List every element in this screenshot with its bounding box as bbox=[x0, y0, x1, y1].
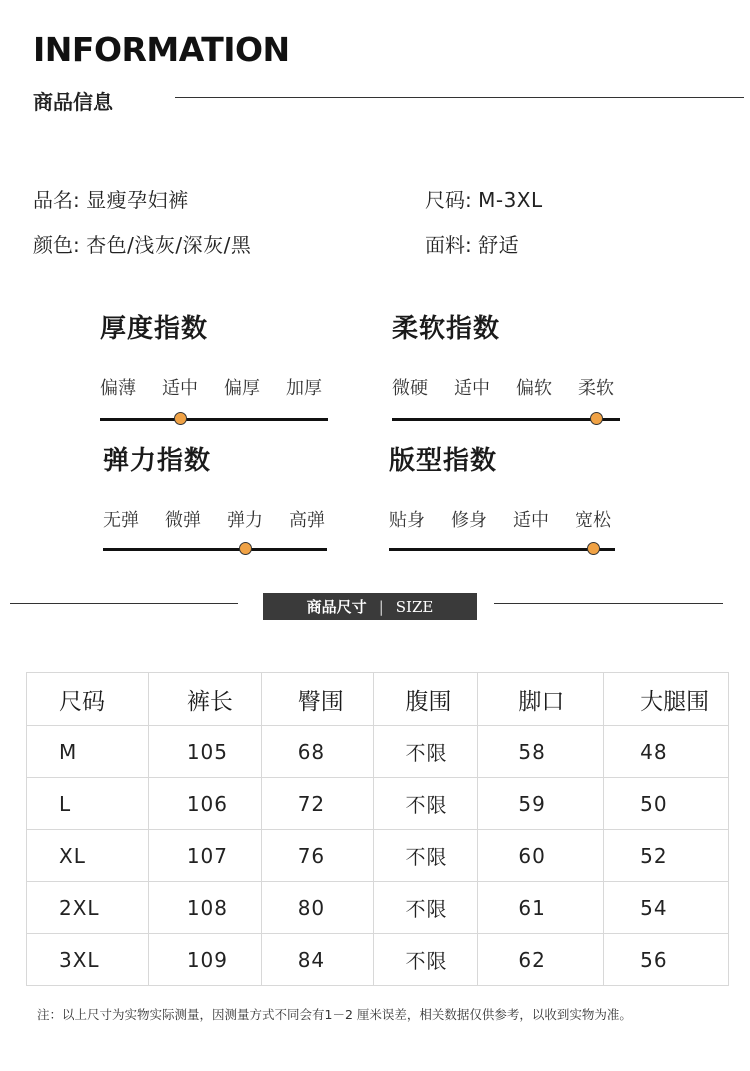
index-track bbox=[389, 548, 615, 551]
index-title: 柔软指数 bbox=[392, 314, 501, 344]
table-cell: 59 bbox=[478, 778, 604, 830]
table-cell: 48 bbox=[604, 726, 729, 778]
product-name-label: 品名: bbox=[33, 188, 80, 212]
banner-title-en: SIZE bbox=[395, 597, 434, 616]
product-fabric bbox=[425, 229, 519, 258]
level-label: 柔软 bbox=[578, 378, 614, 399]
index-indicator-dot bbox=[590, 412, 603, 425]
table-row bbox=[27, 882, 729, 934]
level-label: 高弹 bbox=[289, 510, 325, 531]
table-cell: 52 bbox=[604, 830, 729, 882]
table-row bbox=[27, 830, 729, 882]
index-indicator-dot bbox=[239, 542, 252, 555]
table-cell: 56 bbox=[604, 934, 729, 986]
table-row bbox=[27, 778, 729, 830]
product-size-label: 尺码: bbox=[425, 188, 472, 212]
table-cell: 106 bbox=[148, 778, 261, 830]
level-label: 偏软 bbox=[516, 378, 552, 399]
table-cell: 不限 bbox=[373, 726, 478, 778]
table-cell: M bbox=[27, 726, 149, 778]
index-indicator-dot bbox=[587, 542, 600, 555]
level-label: 加厚 bbox=[286, 378, 322, 399]
measurement-note: 注：以上尺寸为实物实际测量，因测量方式不同会有1－2 厘米误差，相关数据仅供参考，以收到实物为准。 bbox=[37, 1007, 632, 1022]
table-cell: 不限 bbox=[373, 882, 478, 934]
index-levels bbox=[103, 506, 351, 532]
table-cell: 不限 bbox=[373, 934, 478, 986]
title-divider bbox=[175, 97, 744, 98]
table-cell: 107 bbox=[148, 830, 261, 882]
level-label: 贴身 bbox=[389, 510, 425, 531]
column-header: 臀围 bbox=[261, 673, 373, 726]
table-cell: 58 bbox=[478, 726, 604, 778]
table-cell: 61 bbox=[478, 882, 604, 934]
level-label: 偏厚 bbox=[224, 378, 260, 399]
banner-title-cn: 商品尺寸 bbox=[306, 598, 367, 616]
index-indicator-dot bbox=[174, 412, 187, 425]
column-header: 脚口 bbox=[478, 673, 604, 726]
banner-left-rule bbox=[10, 603, 238, 604]
page-subtitle: 商品信息 bbox=[33, 90, 113, 114]
table-cell: 84 bbox=[261, 934, 373, 986]
size-table bbox=[26, 672, 729, 986]
table-cell: 不限 bbox=[373, 778, 478, 830]
index-title: 版型指数 bbox=[389, 446, 498, 476]
table-cell: 76 bbox=[261, 830, 373, 882]
product-fabric-label: 面料: bbox=[425, 233, 472, 257]
product-size bbox=[425, 184, 543, 213]
product-color bbox=[33, 229, 251, 258]
table-cell: 68 bbox=[261, 726, 373, 778]
index-title: 厚度指数 bbox=[100, 314, 209, 344]
index-thickness bbox=[100, 308, 330, 428]
product-fabric-value: 舒适 bbox=[478, 233, 520, 257]
table-cell: 109 bbox=[148, 934, 261, 986]
level-label: 适中 bbox=[454, 378, 490, 399]
level-label: 宽松 bbox=[575, 510, 611, 531]
table-cell: 2XL bbox=[27, 882, 149, 934]
table-cell: 不限 bbox=[373, 830, 478, 882]
index-elasticity bbox=[103, 440, 333, 560]
table-cell: 50 bbox=[604, 778, 729, 830]
table-cell: 60 bbox=[478, 830, 604, 882]
table-cell: 105 bbox=[148, 726, 261, 778]
index-levels bbox=[100, 374, 348, 400]
table-row bbox=[27, 726, 729, 778]
table-cell: 108 bbox=[148, 882, 261, 934]
product-size-value: M-3XL bbox=[478, 188, 543, 212]
level-label: 微硬 bbox=[392, 378, 428, 399]
column-header: 大腿围 bbox=[604, 673, 729, 726]
level-label: 适中 bbox=[162, 378, 198, 399]
table-cell: 3XL bbox=[27, 934, 149, 986]
level-label: 偏薄 bbox=[100, 378, 136, 399]
level-label: 微弹 bbox=[165, 510, 201, 531]
table-header-row bbox=[27, 673, 729, 726]
level-label: 适中 bbox=[513, 510, 549, 531]
level-label: 无弹 bbox=[103, 510, 139, 531]
banner-right-rule bbox=[494, 603, 723, 604]
index-track bbox=[103, 548, 327, 551]
size-section-banner bbox=[263, 593, 477, 620]
product-name bbox=[33, 184, 189, 213]
index-softness bbox=[392, 308, 632, 428]
page-title: INFORMATION bbox=[33, 30, 290, 69]
table-cell: XL bbox=[27, 830, 149, 882]
index-levels bbox=[389, 506, 637, 532]
table-cell: 80 bbox=[261, 882, 373, 934]
index-levels bbox=[392, 374, 640, 400]
product-color-label: 颜色: bbox=[33, 233, 80, 257]
table-row bbox=[27, 934, 729, 986]
index-fit bbox=[389, 440, 629, 560]
product-color-value: 杏色/浅灰/深灰/黑 bbox=[86, 233, 252, 257]
table-cell: 62 bbox=[478, 934, 604, 986]
table-cell: L bbox=[27, 778, 149, 830]
column-header: 裤长 bbox=[148, 673, 261, 726]
product-name-value: 显瘦孕妇裤 bbox=[86, 188, 189, 212]
index-track bbox=[392, 418, 620, 421]
table-cell: 54 bbox=[604, 882, 729, 934]
index-track bbox=[100, 418, 328, 421]
level-label: 修身 bbox=[451, 510, 487, 531]
index-title: 弹力指数 bbox=[103, 446, 212, 476]
column-header: 腹围 bbox=[373, 673, 478, 726]
banner-separator: | bbox=[378, 597, 384, 616]
table-cell: 72 bbox=[261, 778, 373, 830]
column-header: 尺码 bbox=[27, 673, 149, 726]
level-label: 弹力 bbox=[227, 510, 263, 531]
